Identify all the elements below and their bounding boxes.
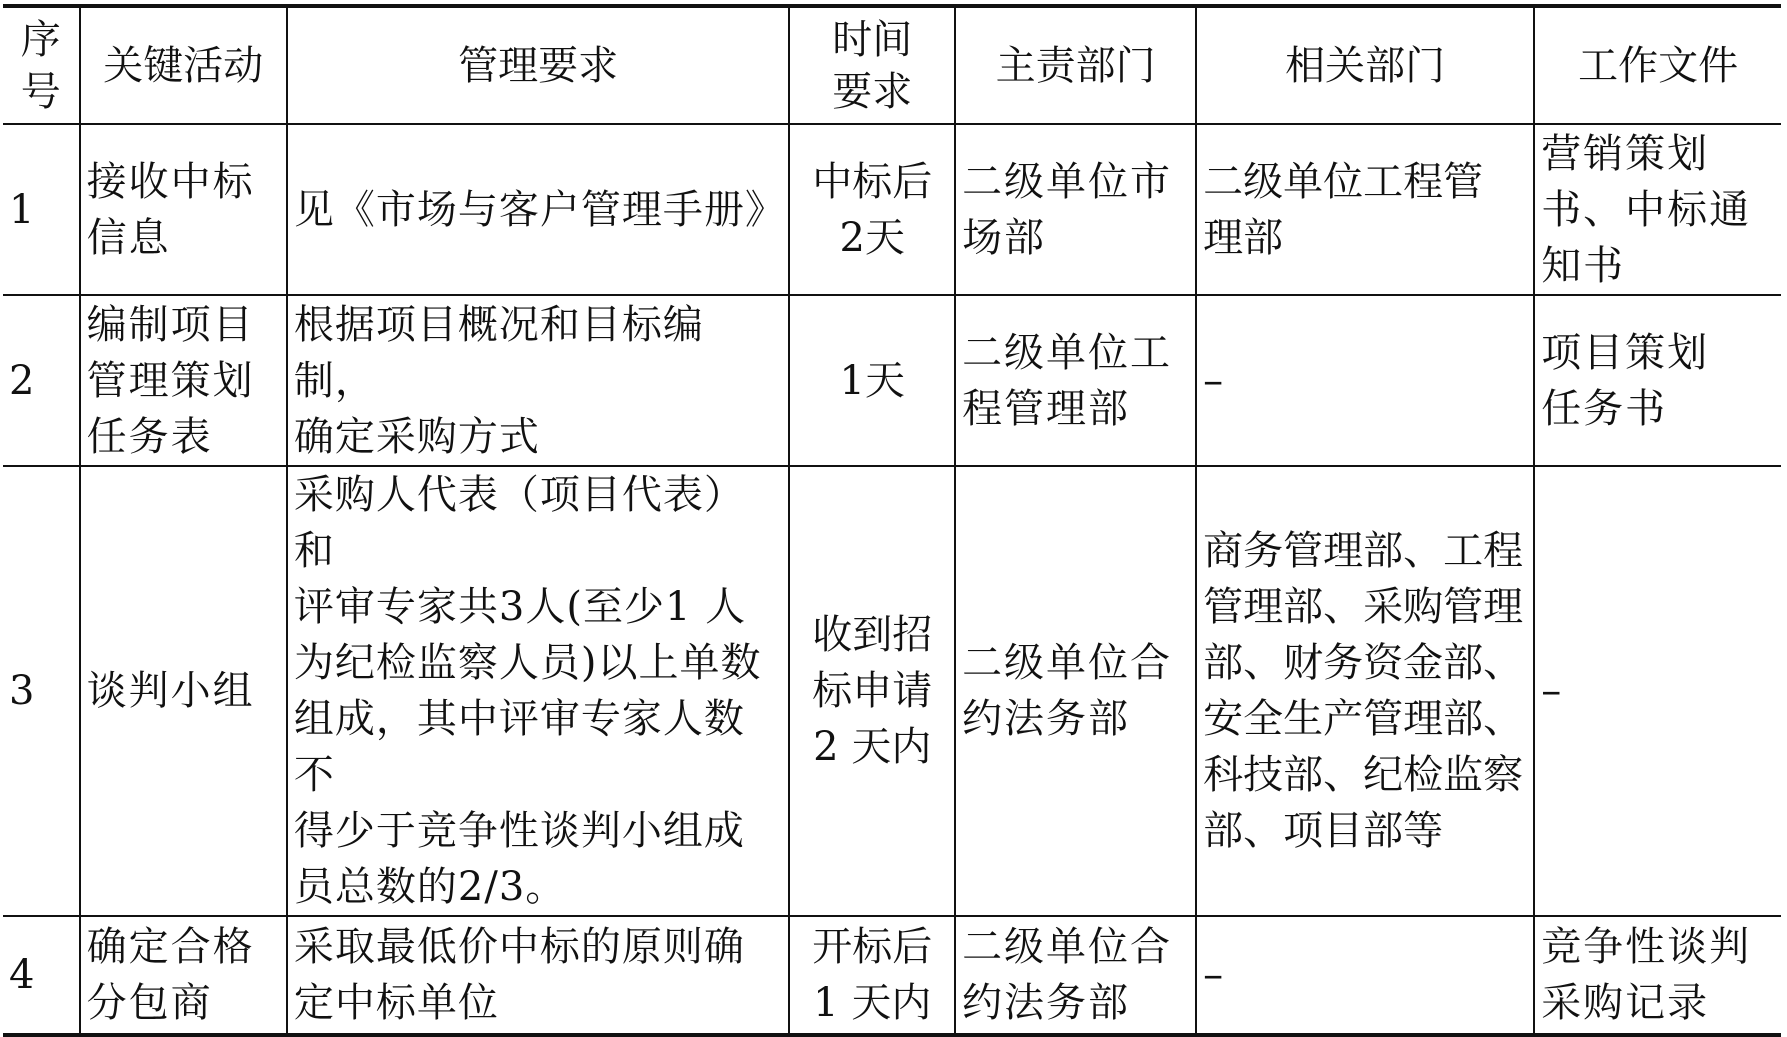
cell-activity: 谈判小组 — [80, 466, 287, 916]
cell-documents: 竞争性谈判 采购记录 — [1534, 916, 1781, 1035]
cell-documents: 营销策划 书、中标通 知书 — [1534, 124, 1781, 295]
cell-time: 开标后 1 天内 — [789, 916, 955, 1035]
cell-main-dept: 二级单位工 程管理部 — [955, 295, 1196, 466]
table-row — [3, 295, 1781, 466]
cell-documents: 项目策划 任务书 — [1534, 295, 1781, 466]
cell-related-dept: 二级单位工程管 理部 — [1196, 124, 1534, 295]
cell-activity: 确定合格 分包商 — [80, 916, 287, 1035]
cell-documents: – — [1534, 466, 1781, 916]
table-header-row — [3, 6, 1781, 124]
procurement-process-table — [3, 4, 1781, 1037]
header-requirement: 管理要求 — [287, 6, 790, 124]
header-documents: 工作文件 — [1534, 6, 1781, 124]
table-row — [3, 466, 1781, 916]
cell-activity: 接收中标 信息 — [80, 124, 287, 295]
header-main-dept: 主责部门 — [955, 6, 1196, 124]
cell-related-dept: – — [1196, 916, 1534, 1035]
table-row — [3, 124, 1781, 295]
cell-activity: 编制项目 管理策划 任务表 — [80, 295, 287, 466]
cell-main-dept: 二级单位合 约法务部 — [955, 466, 1196, 916]
header-num: 序 号 — [3, 6, 80, 124]
cell-requirement: 采取最低价中标的原则确 定中标单位 — [287, 916, 790, 1035]
header-time: 时间 要求 — [789, 6, 955, 124]
table-row — [3, 916, 1781, 1035]
cell-num: 2 — [3, 295, 80, 466]
cell-time: 1天 — [789, 295, 955, 466]
cell-related-dept: – — [1196, 295, 1534, 466]
cell-requirement: 根据项目概况和目标编制， 确定采购方式 — [287, 295, 790, 466]
header-activity: 关键活动 — [80, 6, 287, 124]
cell-time: 收到招 标申请 2 天内 — [789, 466, 955, 916]
cell-num: 1 — [3, 124, 80, 295]
cell-requirement: 见《市场与客户管理手册》 — [287, 124, 790, 295]
cell-time: 中标后 2天 — [789, 124, 955, 295]
header-related-dept: 相关部门 — [1196, 6, 1534, 124]
cell-requirement: 采购人代表（项目代表）和 评审专家共3人(至少1 人 为纪检监察人员)以上单数 组成，其中评审专家人数不 得少于竞争性谈判小组成 员总数的2/3。 — [287, 466, 790, 916]
cell-main-dept: 二级单位合 约法务部 — [955, 916, 1196, 1035]
cell-num: 4 — [3, 916, 80, 1035]
cell-related-dept: 商务管理部、工程 管理部、采购管理 部、财务资金部、 安全生产管理部、 科技部、纪检监察 部、项目部等 — [1196, 466, 1534, 916]
cell-main-dept: 二级单位市 场部 — [955, 124, 1196, 295]
cell-num: 3 — [3, 466, 80, 916]
